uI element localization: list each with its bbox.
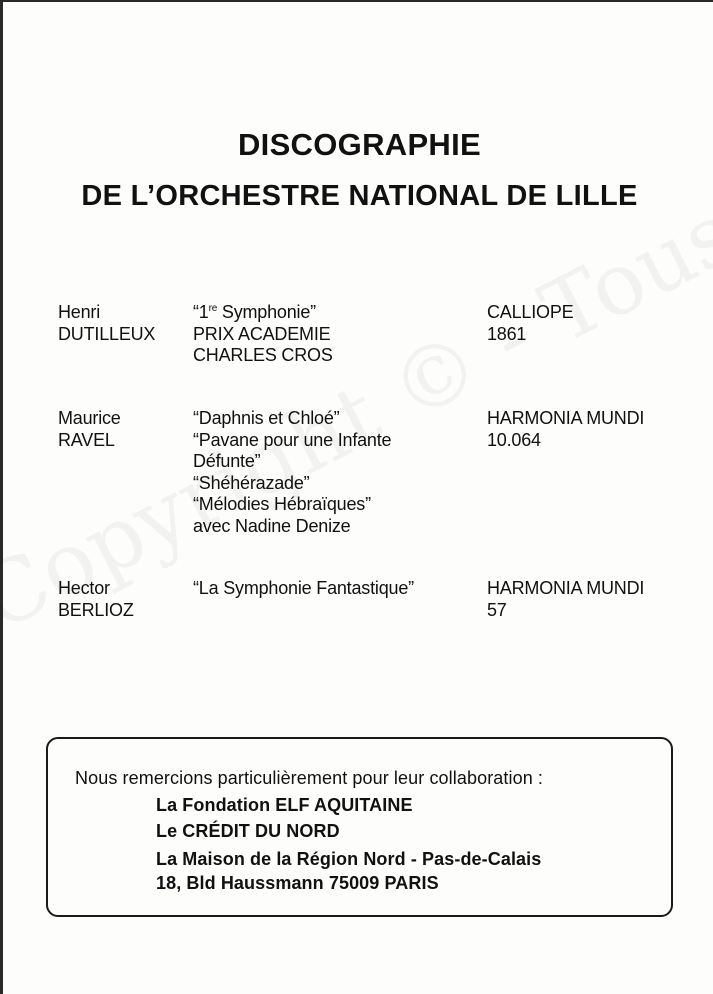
- page-subtitle: DE L’ORCHESTRE NATIONAL DE LILLE: [81, 180, 638, 212]
- catalog-number: 57: [487, 599, 507, 620]
- composer-last-name: DUTILLEUX: [58, 323, 156, 344]
- page-title: DISCOGRAPHIE: [237, 127, 482, 162]
- work-line: “Shéhérazade”: [193, 472, 310, 493]
- work-line: Défunte”: [193, 451, 261, 471]
- sponsor-elf-aquitaine: La Fondation ELF AQUITAINE: [156, 795, 413, 815]
- composer-last-name: BERLIOZ: [58, 599, 134, 620]
- label-name: HARMONIA MUNDI: [487, 408, 645, 428]
- label-name: HARMONIA MUNDI: [487, 578, 645, 598]
- composer-last-name: RAVEL: [58, 429, 115, 450]
- work-line: “Pavane pour une Infante: [193, 429, 392, 450]
- work-number-suffix: re: [208, 303, 218, 314]
- works-list: [193, 408, 391, 537]
- composer-name: [58, 408, 121, 451]
- record-label: [487, 408, 644, 451]
- sponsor-address: 18, Bld Haussmann 75009 PARIS: [156, 873, 439, 893]
- catalog-number: 1861: [487, 323, 527, 344]
- composer-first-name: Henri: [58, 302, 101, 322]
- works-list: [193, 302, 333, 367]
- record-label: [487, 302, 573, 345]
- work-number: “1: [193, 302, 209, 322]
- work-line: CHARLES CROS: [193, 345, 333, 365]
- acknowledgements-intro: Nous remercions particulièrement pour leur collaboration :: [75, 768, 544, 788]
- composer-name: [58, 302, 155, 345]
- work-line: PRIX ACADEMIE: [193, 323, 331, 344]
- work-name: Symphonie”: [217, 302, 316, 322]
- work-line: “Mélodies Hébraïques”: [193, 494, 371, 514]
- work-title: [193, 302, 333, 324]
- composer-first-name: Maurice: [58, 408, 121, 428]
- label-name: CALLIOPE: [487, 302, 574, 322]
- composer-name: [58, 578, 134, 621]
- work-line: avec Nadine Denize: [193, 515, 351, 536]
- sponsor-maison-region: La Maison de la Région Nord - Pas-de-Calais: [156, 849, 542, 869]
- work-line: “Daphnis et Chloé”: [193, 408, 340, 428]
- works-list: [193, 578, 414, 600]
- composer-first-name: Hector: [58, 578, 110, 598]
- work-line: “La Symphonie Fantastique”: [193, 578, 414, 598]
- catalog-number: 10.064: [487, 429, 541, 450]
- record-label: [487, 578, 644, 621]
- sponsor-credit-du-nord: Le CRÉDIT DU NORD: [156, 821, 340, 841]
